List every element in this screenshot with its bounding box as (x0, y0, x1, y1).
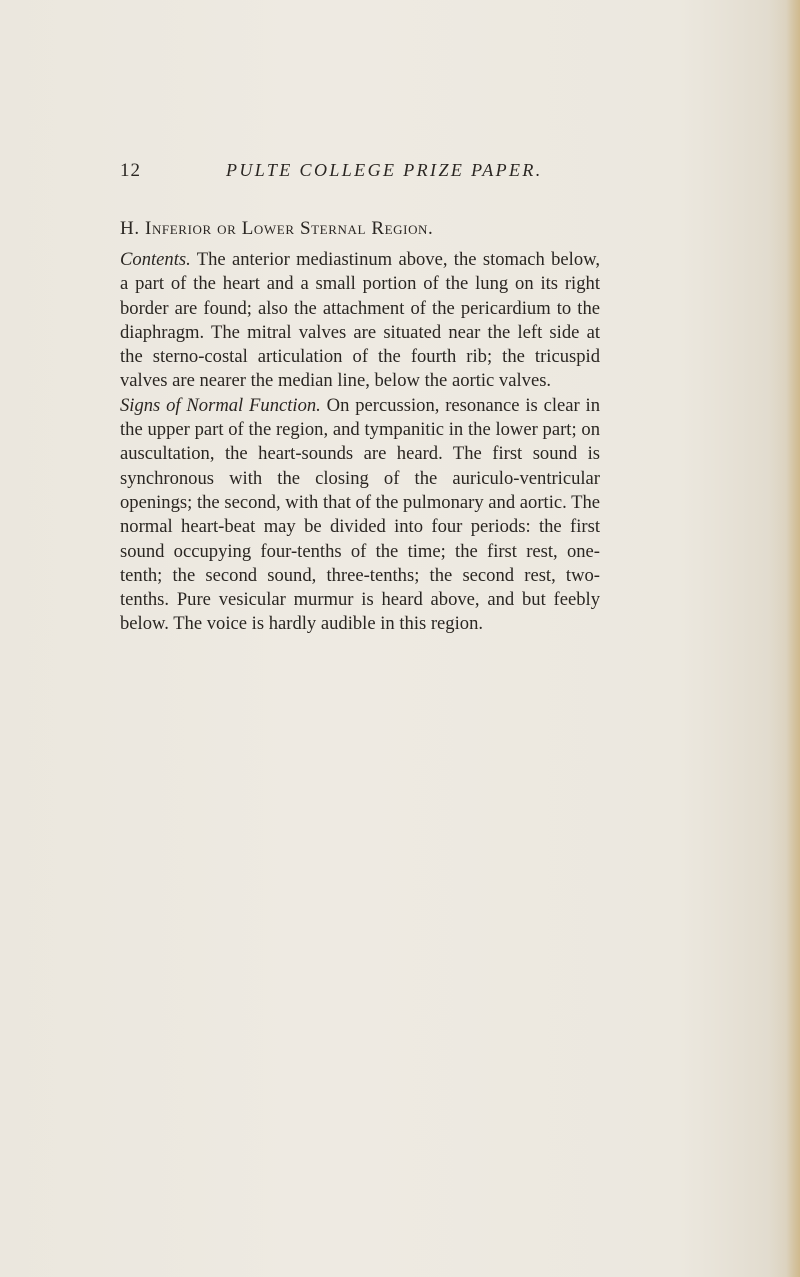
paragraph-text: On percussion, resonance is clear in the upper part of the region, and tympanitic in the lower part; on auscultation, the heart-sounds are heard. The first sound is synchronous with the closing of the auriculo-ventricular openings; the second, with that of the pulmonary and aortic. The normal heart-beat may be divided into four periods: the first sound occupying four-tenths of the time; the first rest, one-tenth; the second sound, three-tenths; the second rest, two-tenths. Pure vesicular murmur is heard above, and but feebly below. The voice is hardly audible in this region. (120, 394, 600, 635)
section-heading: H. Inferior or Lower Sternal Region. (120, 218, 434, 239)
paragraph-lead: Contents. (120, 249, 191, 270)
running-head-title: PULTE COLLEGE PRIZE PAPER. (226, 160, 543, 180)
page-edge-shadow (786, 0, 800, 1277)
paragraph-contents (120, 248, 600, 394)
body-text (120, 248, 600, 637)
paragraph-lead: Signs of Normal Function. (120, 394, 321, 416)
page-number: 12 (120, 160, 141, 181)
paragraph-text: The anterior mediastinum above, the stomach below, a part of the heart and a small portion of the lung on its right border are found; also the attachment of the pericardium to the diaphragm. The mitral valves are situated near the left side at the sterno-costal articulation of the fourth rib; the tricuspid valves are nearer the median line, below the aortic valves. (120, 249, 600, 392)
paragraph-signs (120, 394, 600, 637)
running-head (120, 160, 560, 188)
